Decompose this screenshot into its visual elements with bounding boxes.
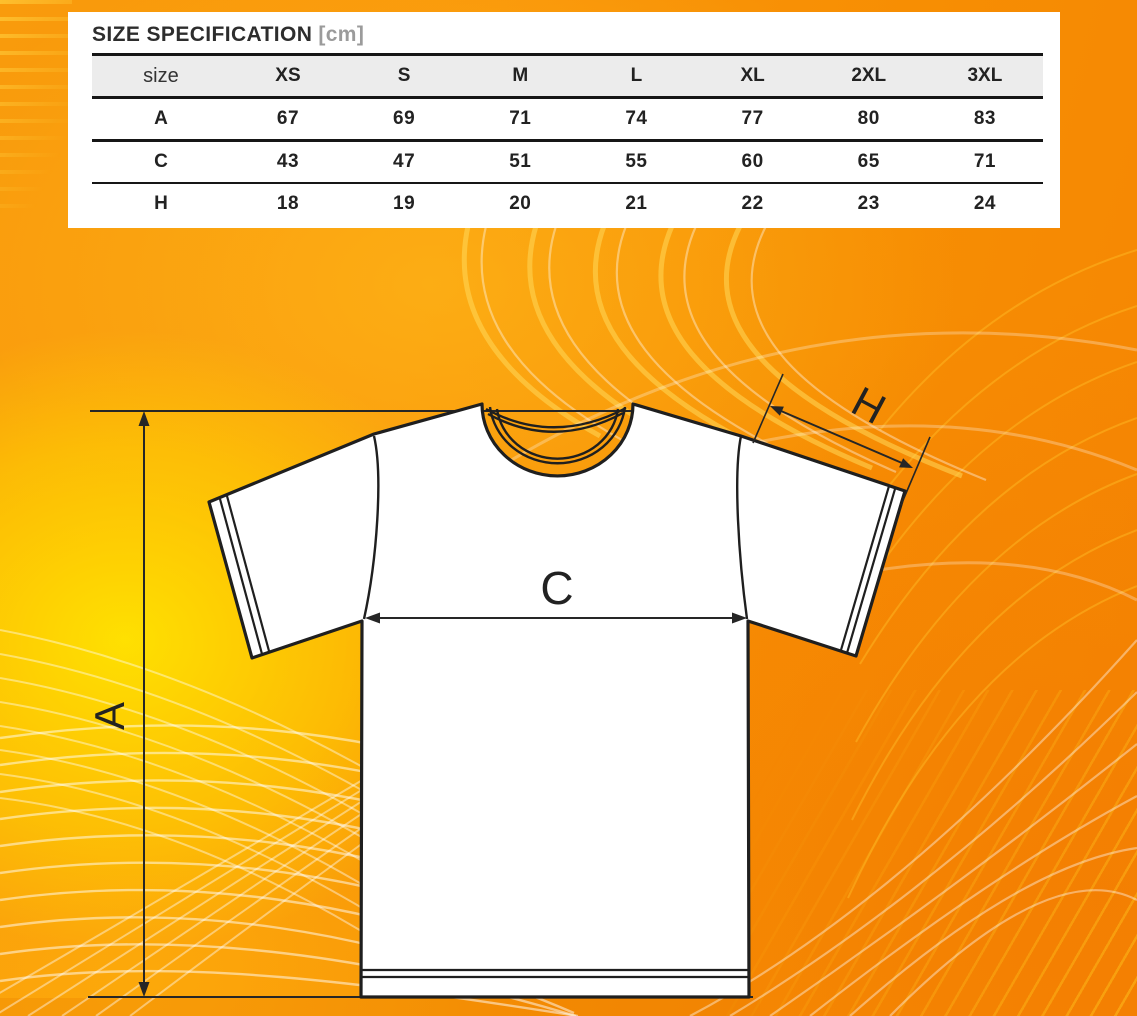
- row-label: C: [154, 151, 168, 172]
- panel-title-text: SIZE SPECIFICATION: [92, 23, 313, 46]
- size-table-header-row: [92, 55, 1043, 98]
- cell: 74: [625, 108, 648, 129]
- cell: 18: [276, 193, 300, 214]
- size-specification-panel: [68, 12, 1060, 228]
- col-header-xl: XL: [740, 65, 765, 86]
- cell: 67: [276, 108, 300, 129]
- cell: 21: [625, 193, 648, 214]
- table-row-c: [92, 141, 1043, 184]
- col-header-2xl: 2XL: [851, 65, 887, 86]
- cell: 69: [393, 108, 416, 129]
- cell: 80: [857, 108, 880, 129]
- cell: 23: [857, 193, 880, 214]
- cell: 22: [741, 193, 764, 214]
- cell: 24: [973, 193, 996, 214]
- table-row-h: [92, 183, 1043, 224]
- col-header-3xl: 3XL: [967, 65, 1003, 86]
- row-label: A: [154, 108, 168, 129]
- cell: 43: [276, 151, 300, 172]
- cell: 51: [509, 151, 532, 172]
- cell: 65: [857, 151, 880, 172]
- size-table-wrap: [92, 53, 1043, 224]
- row-label: H: [154, 193, 168, 214]
- chest-label: C: [540, 562, 574, 614]
- cell: 83: [973, 108, 996, 129]
- col-header-s: S: [397, 65, 411, 86]
- cell: 20: [509, 193, 532, 214]
- cell: 71: [973, 151, 996, 172]
- cell: 77: [741, 108, 764, 129]
- size-table: [92, 53, 1043, 224]
- table-row-a: [92, 98, 1043, 141]
- cell: 19: [393, 193, 416, 214]
- cell: 71: [509, 108, 532, 129]
- col-header-l: L: [630, 65, 643, 86]
- cell: 47: [393, 151, 416, 172]
- panel-unit-label: [cm]: [318, 23, 365, 46]
- collar-detail: [486, 407, 626, 463]
- col-header-xs: XS: [275, 65, 301, 86]
- cell: 55: [625, 151, 648, 172]
- sleeve-label: H: [844, 377, 894, 434]
- height-label: A: [86, 701, 133, 731]
- tshirt-outline: [209, 404, 905, 997]
- col-header-size: size: [143, 64, 179, 87]
- cell: 60: [741, 151, 764, 172]
- height-measure-arrow: [139, 411, 150, 997]
- col-header-m: M: [512, 65, 529, 86]
- panel-title: [92, 23, 1036, 47]
